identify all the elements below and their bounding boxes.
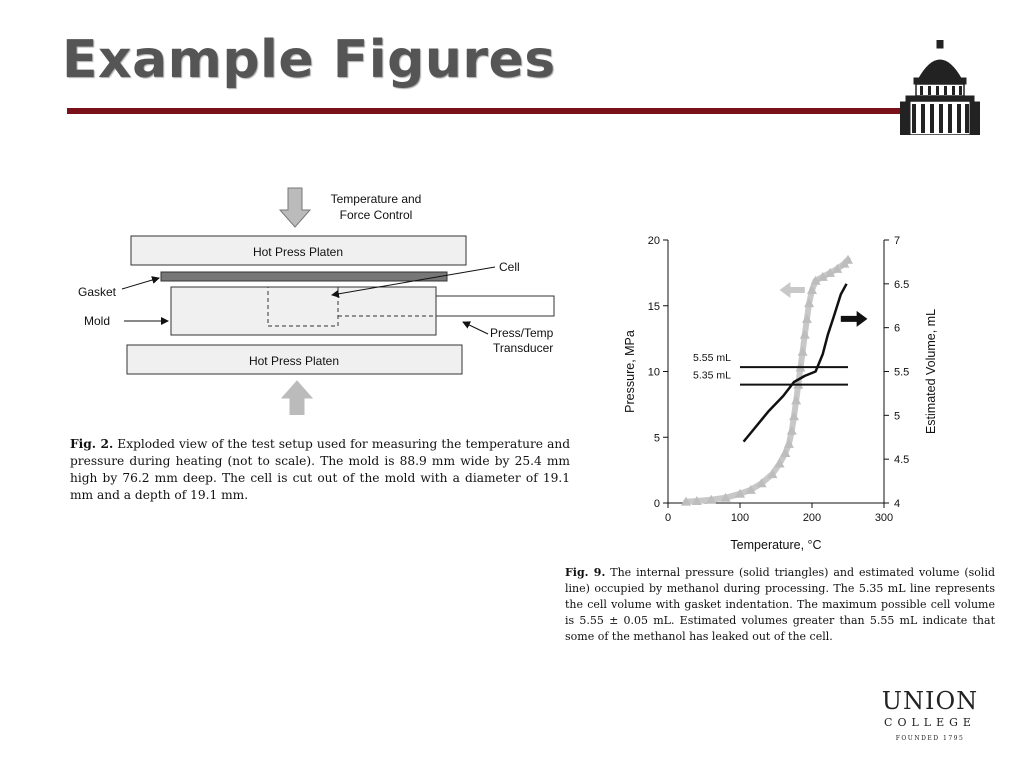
pressure-volume-chart (620, 228, 950, 558)
y-tick-label: 15 (647, 300, 660, 313)
figure-2-caption (70, 436, 570, 504)
y2-tick-label: 6.5 (894, 278, 910, 291)
mold-label: Mold (84, 314, 111, 328)
cell-label: Cell (499, 260, 520, 274)
y2-tick-label: 4.5 (894, 454, 910, 467)
platen-bottom-label: Hot Press Platen (248, 354, 340, 368)
force-arrow-down (280, 188, 310, 227)
gasket (161, 272, 447, 281)
test-setup-diagram (70, 185, 570, 415)
y2-tick-label: 4 (894, 498, 901, 510)
y-tick-label: 20 (647, 235, 660, 247)
union-college-logo (860, 688, 1000, 742)
x-tick-label: 200 (802, 512, 822, 524)
y-tick-label: 5 (653, 432, 660, 445)
mold (171, 287, 436, 335)
founded-text: FOUNDED 1795 (895, 735, 965, 742)
figure-9-caption-label: Fig. 9. (565, 566, 606, 579)
transducer-label: Press/Temp (490, 326, 554, 340)
right-axis-arrow (841, 311, 868, 327)
transducer (436, 296, 554, 316)
college-wordmark: COLLEGE (884, 716, 976, 729)
figure-2-caption-text: Exploded view of the test setup used for measuring the temperature and pressure during heating (not to scale). The mold is 88.9 mm wide by 25.4 mm high by 76.2 mm deep. The cell is cut out of the mold with a diameter of 19.1 mm and a depth of 19.1 mm. (70, 437, 570, 502)
slide-title: Example Figures (62, 30, 556, 90)
temperature-force-label: Temperature and (330, 192, 422, 206)
y-axis-label: Pressure, MPa (623, 330, 637, 413)
reference-line-label: 5.55 mL (693, 352, 731, 365)
force-arrow-up (282, 381, 312, 415)
y2-tick-label: 6 (894, 322, 901, 335)
x-axis-label: Temperature, °C (730, 538, 822, 552)
figure-9-caption-text: The internal pressure (solid triangles) and estimated volume (solid line) occupied by methanol during processing. The 5.35 mL line represents the cell volume with gasket indentation. The maximum possible cell volume is 5.55 ± 0.05 mL. Estimated volumes greater than 5.55 mL indicate that some of the methanol has leaked out of the cell. (565, 566, 996, 643)
reference-line-label: 5.35 mL (693, 369, 731, 382)
pressure-triangle-point (798, 347, 808, 356)
y-tick-label: 10 (647, 366, 660, 379)
y2-tick-label: 7 (894, 235, 901, 247)
x-tick-label: 300 (874, 512, 894, 524)
title-rule (67, 108, 913, 114)
figure-2-caption-label: Fig. 2. (70, 437, 114, 451)
y2-axis-label: Estimated Volume, mL (924, 308, 938, 435)
platen-top-label: Hot Press Platen (252, 245, 344, 259)
x-tick-label: 100 (730, 512, 750, 524)
y2-tick-label: 5.5 (894, 366, 910, 379)
transducer-label-2: Transducer (493, 341, 554, 355)
college-building-logo (900, 40, 980, 135)
left-axis-arrow (780, 282, 805, 298)
y-tick-label: 0 (653, 498, 660, 510)
figure-9-caption (565, 565, 995, 645)
union-wordmark: UNION (881, 687, 979, 715)
x-tick-label: 0 (664, 512, 672, 524)
y2-tick-label: 5 (894, 410, 901, 423)
gasket-label: Gasket (78, 285, 117, 299)
temperature-force-label-2: Force Control (339, 208, 413, 222)
